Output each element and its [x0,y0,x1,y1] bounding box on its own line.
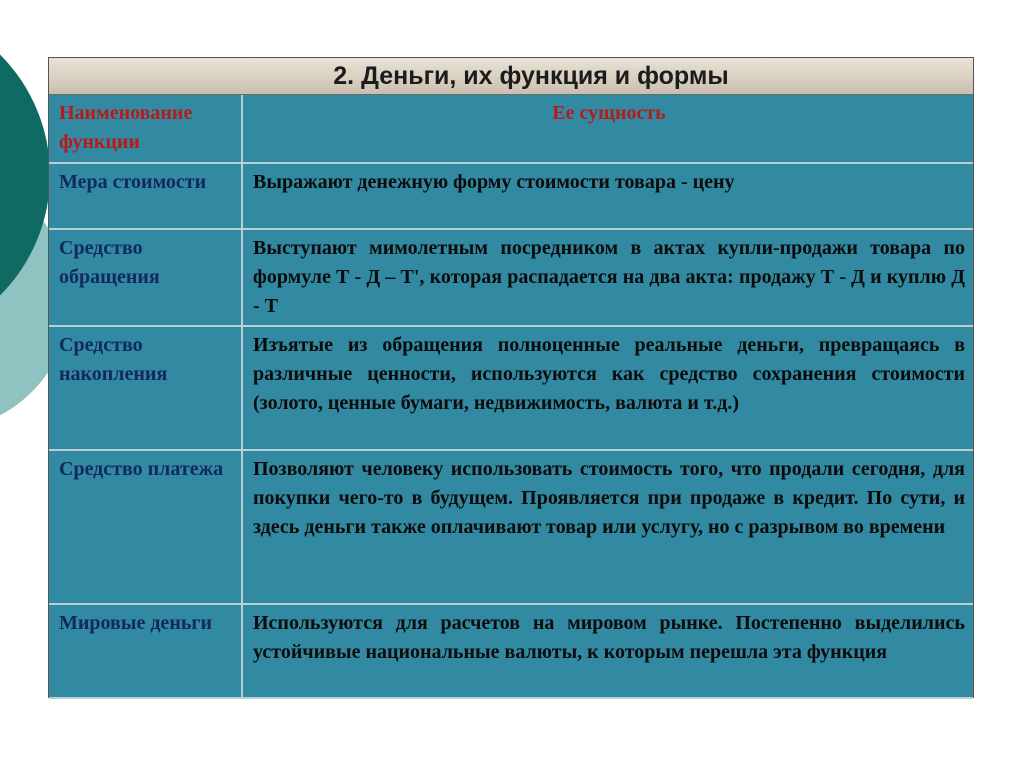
function-name: Средство платежа [49,450,242,604]
table-row [49,604,973,698]
function-description: Используются для расчетов на мировом рынке. Постепенно выделились устойчивые национальные валюты, к которым перешла эта функция [242,604,973,698]
slide-frame [48,57,974,698]
header-function-name: Наименование функции [49,95,242,163]
title-bar [49,58,973,95]
table-row [49,163,973,229]
function-name: Мера стоимости [49,163,242,229]
function-description: Выражают денежную форму стоимости товара - цену [242,163,973,229]
table-row [49,229,973,326]
table-header-row [49,95,973,163]
table-row [49,326,973,450]
slide-title: 2. Деньги, их функция и формы [333,62,729,90]
function-name: Средство обращения [49,229,242,326]
function-description: Позволяют человеку использовать стоимость того, что продали сегодня, для покупки чего-то в будущем. Проявляется при продаже в кредит. По сути, и здесь деньги также оплачивают товар или услугу, но с разрывом во времени [242,450,973,604]
function-description: Выступают мимолетным посредником в актах купли-продажи товара по формуле Т - Д – Т', которая распадается на два акта: продажу Т - Д и куплю Д - Т [242,229,973,326]
function-description: Изъятые из обращения полноценные реальные деньги, превращаясь в различные ценности, используются как средство сохранения стоимости (золото, ценные бумаги, недвижимость, валюта и т.д.) [242,326,973,450]
table-row [49,450,973,604]
function-name: Мировые деньги [49,604,242,698]
header-essence: Ее сущность [242,95,973,163]
function-name: Средство накопления [49,326,242,450]
functions-table [49,95,973,699]
